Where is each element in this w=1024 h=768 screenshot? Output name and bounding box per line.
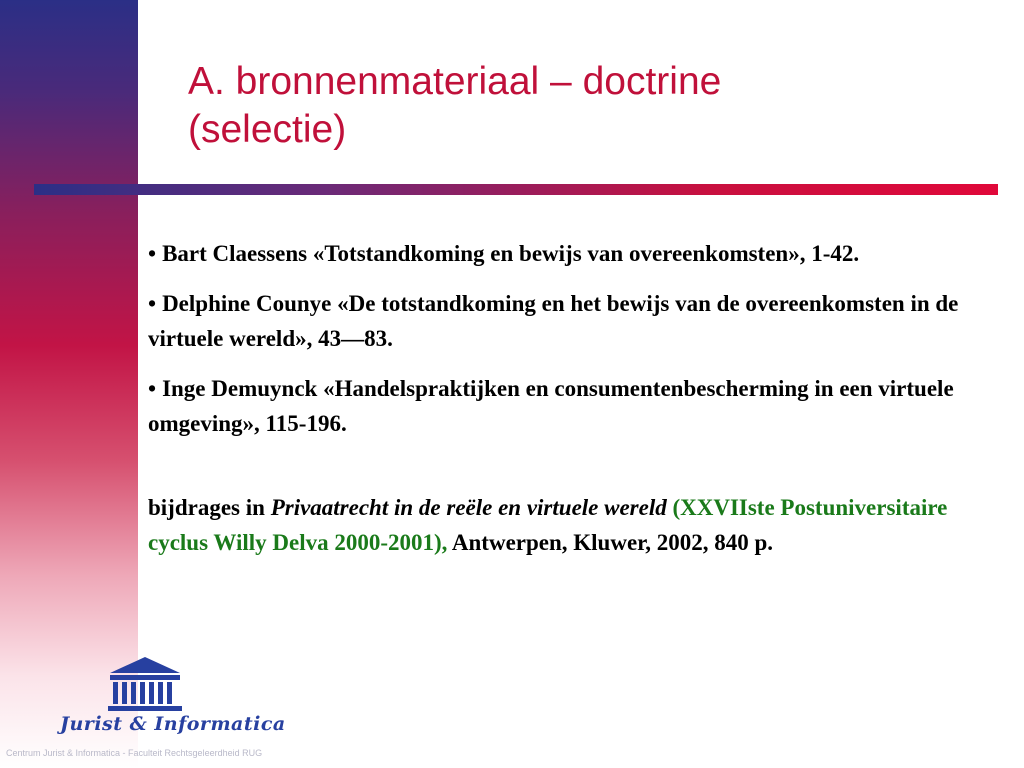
entry-text: Bart Claessens «Totstandkoming en bewijs van overeenkomsten», 1-42. xyxy=(162,241,860,266)
entry-text: Delphine Counye «De totstandkoming en het bewijs van de overeenkomsten in de virtuele wereld», 43—83. xyxy=(148,291,959,351)
slide-body xyxy=(148,236,978,575)
title-divider xyxy=(34,184,998,195)
publisher-text: Antwerpen, Kluwer, 2002, 840 p. xyxy=(447,530,774,555)
footer-text: Centrum Jurist & Informatica - Faculteit Rechtsgeleerdheid RUG xyxy=(6,748,263,758)
book-title: Privaatrecht in de reële en virtuele wereld xyxy=(270,495,667,520)
publication-note xyxy=(148,490,978,560)
entry-text: Inge Demuynck «Handelspraktijken en consumentenbescherming in een virtuele omgeving», 115-196. xyxy=(148,376,954,436)
bullet: • xyxy=(148,241,157,266)
bullet: • xyxy=(148,291,157,316)
list-item xyxy=(148,236,978,271)
publication-prefix: bijdrages in xyxy=(148,495,271,520)
title-line-2: (selectie) xyxy=(188,108,347,151)
slide-title xyxy=(188,58,988,154)
series-text: (XXVIIste Postuniversitaire cyclus Willy Delva 2000-2001), xyxy=(148,495,948,555)
title-line-1: A. bronnenmateriaal – doctrine xyxy=(188,60,722,103)
list-item xyxy=(148,286,978,356)
side-gradient-bar xyxy=(0,0,138,768)
logo-wordmark: Jurist & Informatica xyxy=(60,713,286,735)
bullet: • xyxy=(148,376,157,401)
list-item xyxy=(148,371,978,441)
